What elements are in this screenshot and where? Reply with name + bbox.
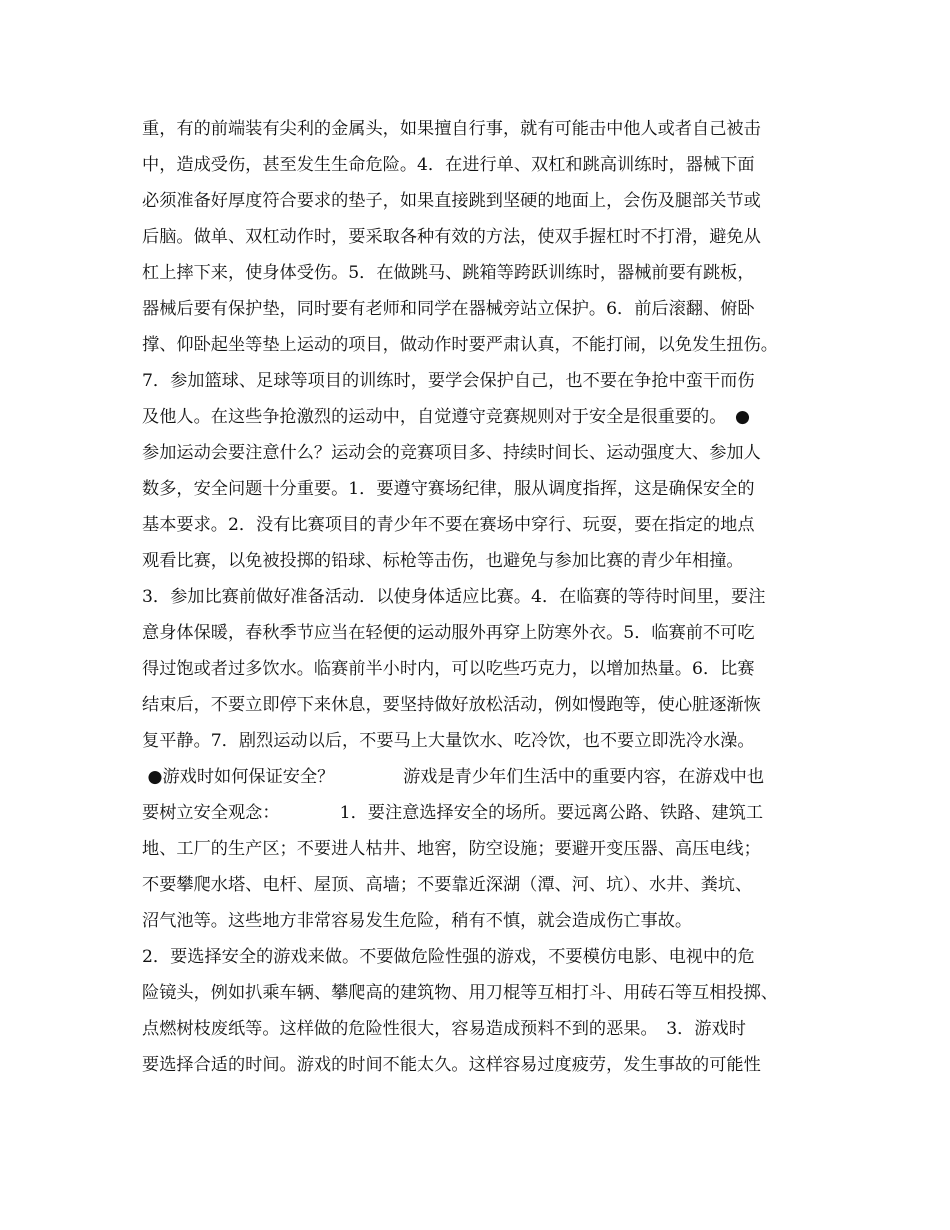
section-heading-line: ●游戏时如何保证安全？ 游戏是青少年们生活中的重要内容，在游戏中也 (142, 767, 765, 787)
text-line: 不要攀爬水塔、电杆、屋顶、高墙；不要靠近深湖（潭、河、坑）、水井、粪坑、 (142, 875, 753, 895)
text-line: 点燃树枝废纸等。这样做的危险性很大，容易造成预料不到的恶果。 3．游戏时 (142, 1019, 746, 1039)
text-line: 沼气池等。这些地方非常容易发生危险，稍有不慎，就会造成伤亡事故。 (142, 911, 693, 931)
text-line: 要树立安全观念： 1．要注意选择安全的场所。要远离公路、铁路、建筑工 (142, 803, 764, 823)
text-line: 杠上摔下来，使身体受伤。5．在做跳马、跳箱等跨跃训练时，器械前要有跳板， (142, 263, 755, 283)
text-line: 得过饱或者过多饮水。临赛前半小时内，可以吃些巧克力，以增加热量。6．比赛 (142, 659, 755, 679)
text-line: 参加运动会要注意什么？运动会的竞赛项目多、持续时间长、运动强度大、参加人 (142, 443, 761, 463)
text-line: 7．参加篮球、足球等项目的训练时，要学会保护自己，也不要在争抢中蛮干而伤 (142, 371, 755, 391)
text-line: 2．要选择安全的游戏来做。不要做危险性强的游戏，不要模仿电影、电视中的危 (142, 947, 755, 967)
text-line: 意身体保暖，春秋季节应当在轻便的运动服外再穿上防寒外衣。5．临赛前不可吃 (142, 623, 755, 643)
text-line: 观看比赛，以免被投掷的铅球、标枪等击伤，也避免与参加比赛的青少年相撞。 (142, 551, 744, 571)
text-line: 结束后，不要立即停下来休息，要坚持做好放松活动，例如慢跑等，使心脏逐渐恢 (142, 695, 761, 715)
text-line: 数多，安全问题十分重要。1．要遵守赛场纪律，服从调度指挥，这是确保安全的 (142, 479, 755, 499)
text-line: 3．参加比赛前做好准备活动．以使身体适应比赛。4．在临赛的等待时间里，要注 (142, 587, 766, 607)
text-line: 地、工厂的生产区；不要进人枯井、地窖，防空设施；要避开变压器、高压电线； (142, 839, 761, 859)
text-line: 必须准备好厚度符合要求的垫子，如果直接跳到坚硬的地面上，会伤及腿部关节或 (142, 191, 761, 211)
text-line: 及他人。在这些争抢激烈的运动中，自觉遵守竞赛规则对于安全是很重要的。 ● (142, 407, 750, 427)
text-line: 险镜头，例如扒乘车辆、攀爬高的建筑物、用刀棍等互相打斗、用砖石等互相投掷、 (142, 983, 778, 1003)
text-line: 后脑。做单、双杠动作时，要采取各种有效的方法，使双手握杠时不打滑，避免从 (142, 227, 761, 247)
text-line: 器械后要有保护垫，同时要有老师和同学在器械旁站立保护。6．前后滚翻、俯卧 (142, 299, 755, 319)
text-line: 要选择合适的时间。游戏的时间不能太久。这样容易过度疲劳，发生事故的可能性 (142, 1055, 761, 1075)
text-line: 撑、仰卧起坐等垫上运动的项目，做动作时要严肃认真，不能打闹，以免发生扭伤。 (142, 335, 778, 355)
text-line: 基本要求。2．没有比赛项目的青少年不要在赛场中穿行、玩耍，要在指定的地点 (142, 515, 755, 535)
text-line: 重，有的前端装有尖利的金属头，如果擅自行事，就有可能击中他人或者自己被击 (142, 119, 761, 139)
text-line: 中，造成受伤，甚至发生生命危险。4．在进行单、双杠和跳高训练时，器械下面 (142, 155, 755, 175)
text-line: 复平静。7．剧烈运动以后，不要马上大量饮水、吃冷饮，也不要立即洗冷水澡。 (142, 731, 755, 751)
